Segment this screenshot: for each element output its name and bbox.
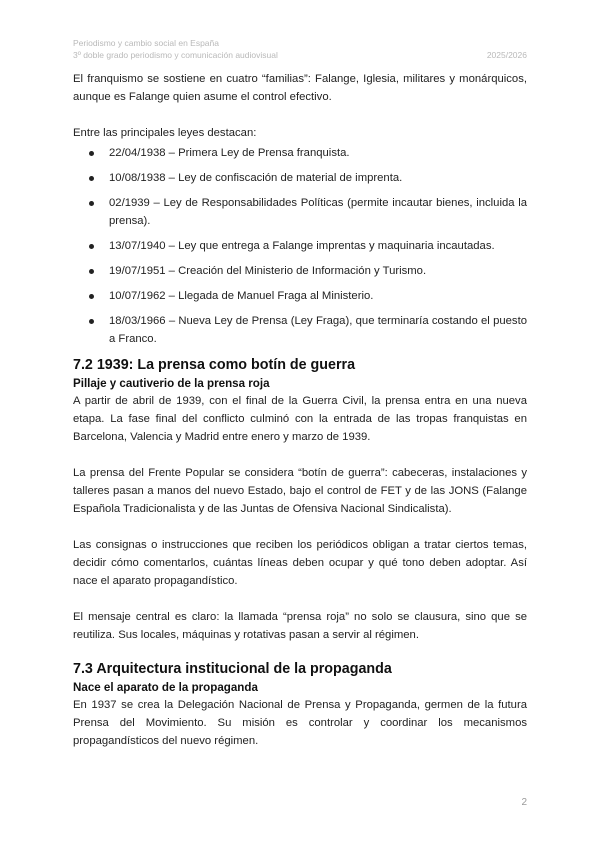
header-degree: 3º doble grado periodismo y comunicación audiovisual bbox=[73, 50, 278, 60]
bullet-icon bbox=[89, 269, 94, 274]
paragraph-abril-1939: A partir de abril de 1939, con el final de la Guerra Civil, la prensa entra en una nueva etapa. La fase final del conflicto culminó con la entrada de las tropas franquistas en Barcelona, Valencia y Madrid entre enero y marzo de 1939. bbox=[73, 395, 527, 443]
bullet-icon bbox=[89, 294, 94, 299]
bullet-icon bbox=[89, 244, 94, 249]
list-item: 22/04/1938 – Primera Ley de Prensa franquista. bbox=[73, 144, 527, 162]
list-item: 10/08/1938 – Ley de confiscación de material de imprenta. bbox=[73, 169, 527, 187]
subheading-pillaje: Pillaje y cautiverio de la prensa roja bbox=[73, 377, 270, 390]
bullet-icon bbox=[89, 176, 94, 181]
paragraph-delegacion: En 1937 se crea la Delegación Nacional de Prensa y Propaganda, germen de la futura Prensa del Movimiento. Su misión es controlar y coordinar los mecanismos propagandísticos del nuevo régimen. bbox=[73, 699, 527, 747]
section-heading-7-2: 7.2 1939: La prensa como botín de guerra bbox=[73, 357, 356, 373]
bullet-icon bbox=[89, 319, 94, 324]
paragraph-families: El franquismo se sostiene en cuatro “familias”: Falange, Iglesia, militares y monárquicos, aunque es Falange quien asume el control efectivo. bbox=[73, 73, 527, 103]
bullet-icon bbox=[89, 201, 94, 206]
header-course-title: Periodismo y cambio social en España bbox=[73, 38, 219, 48]
list-item: 10/07/1962 – Llegada de Manuel Fraga al Ministerio. bbox=[73, 287, 527, 305]
paragraph-consignas: Las consignas o instrucciones que reciben los periódicos obligan a tratar ciertos temas, decidir cómo comentarlos, cuántas líneas deben ocupar y qué tono deben adoptar. Así nace el aparato propagandístico. bbox=[73, 539, 527, 587]
paragraph-mensaje-central: El mensaje central es claro: la llamada “prensa roja” no solo se clausura, sino que se reutiliza. Sus locales, máquinas y rotativas pasan a servir al régimen. bbox=[73, 611, 527, 641]
page-number: 2 bbox=[521, 797, 527, 808]
page-content bbox=[73, 70, 527, 750]
list-item: 02/1939 – Ley de Responsabilidades Políticas (permite incautar bienes, incluida la prensa). bbox=[73, 194, 527, 230]
paragraph-frente-popular: La prensa del Frente Popular se considera “botín de guerra”: cabeceras, instalaciones y talleres pasan a manos del nuevo Estado, bajo el control de FET y de las JONS (Falange Española Tradicionalista y de las Juntas de Ofensiva Nacional Sindicalista). bbox=[73, 467, 527, 515]
bullet-icon bbox=[89, 151, 94, 156]
header-year: 2025/2026 bbox=[486, 50, 527, 60]
list-item: 18/03/1966 – Nueva Ley de Prensa (Ley Fraga), que terminaría costando el puesto a Franco. bbox=[73, 312, 527, 348]
subheading-aparato: Nace el aparato de la propaganda bbox=[73, 681, 258, 694]
list-item: 19/07/1951 – Creación del Ministerio de Información y Turismo. bbox=[73, 262, 527, 280]
section-heading-7-3: 7.3 Arquitectura institucional de la propaganda bbox=[73, 661, 392, 677]
paragraph-laws-intro: Entre las principales leyes destacan: bbox=[73, 127, 257, 139]
list-item: 13/07/1940 – Ley que entrega a Falange imprentas y maquinaria incautadas. bbox=[73, 237, 527, 255]
laws-list bbox=[73, 144, 527, 348]
